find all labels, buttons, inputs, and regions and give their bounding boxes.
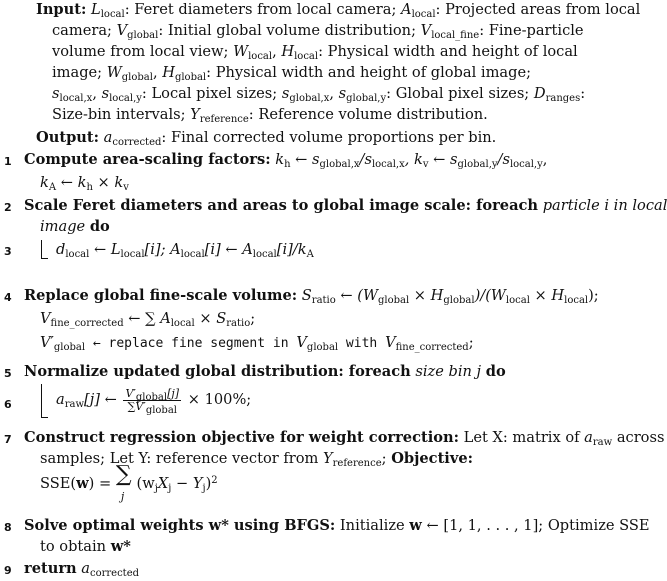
step-expr: ← ∑ A (123, 310, 171, 327)
input-var: s (281, 85, 290, 102)
output-label: Output: (36, 129, 100, 146)
input-var-sub: global (174, 72, 207, 83)
line-number: 1 (4, 155, 12, 168)
step-sub: A (306, 249, 314, 260)
input-text: : (580, 85, 586, 102)
step-text: particle i in local (542, 197, 667, 214)
step-1-line-2 (40, 173, 630, 193)
input-text: Size-bin intervals; (52, 106, 191, 123)
input-label: Input: (36, 1, 87, 18)
line-number: 7 (4, 433, 12, 446)
step-text: ) (205, 475, 212, 492)
step-sub: local,x (371, 159, 405, 170)
output-var: a (103, 129, 113, 146)
input-text: : Projected areas from local (435, 1, 641, 18)
input-var-sub: ranges (545, 93, 581, 104)
step-sub: j (168, 483, 172, 494)
step-text: SSE( (40, 475, 77, 492)
step-text: Let X: matrix of (459, 429, 585, 446)
loop-bracket (41, 384, 48, 418)
input-text: volume from local view; (52, 43, 234, 60)
step-sub: v (422, 159, 429, 170)
input-text: , (92, 85, 102, 102)
step-sub: global (145, 404, 177, 416)
step-sub: global (53, 342, 86, 353)
sum-index: j (120, 490, 125, 503)
input-var-sub: local,y (109, 93, 142, 104)
step-sub: A (48, 182, 57, 193)
step-expr: S (297, 287, 312, 304)
input-line-5 (52, 84, 642, 104)
input-text: : Feret diameters from local camera; (124, 1, 402, 18)
step-sub: fine_corrected (395, 342, 469, 353)
step-text: ); (588, 287, 599, 304)
step-text: to obtain (40, 538, 111, 555)
step-expr: Y (323, 450, 333, 467)
input-var-sub: global,y (346, 93, 387, 104)
step-6-line (56, 384, 646, 416)
input-var: D (533, 85, 546, 102)
step-code: with (338, 336, 386, 351)
input-var: s (52, 85, 60, 102)
input-var: A (401, 1, 412, 18)
step-expr: (w (136, 475, 155, 492)
line-number: 6 (4, 398, 12, 411)
step-2-line-2 (40, 217, 630, 237)
step-sub: ratio (226, 318, 251, 329)
step-sub: v (123, 182, 129, 193)
line-number: 4 (4, 291, 12, 304)
step-sub: global (443, 295, 475, 306)
input-text: : Local pixel sizes; (141, 85, 282, 102)
step-7-line-1 (24, 428, 665, 448)
step-sub: reference (332, 458, 382, 469)
step-sub: fine_corrected (50, 318, 124, 329)
input-var: H (162, 64, 175, 81)
step-expr: X (157, 475, 169, 492)
step-title: Solve optimal weights w* using BFGS: (24, 517, 336, 534)
step-expr: [j] (167, 386, 180, 400)
step-sub: local (505, 295, 530, 306)
line-number: 5 (4, 367, 12, 380)
step-8-line-2 (40, 537, 630, 557)
input-text: , (329, 85, 339, 102)
input-var-sub: local_fine (431, 30, 480, 41)
input-var-sub: local (411, 9, 436, 20)
step-expr: /s (359, 151, 372, 168)
line-number: 8 (4, 521, 12, 534)
step-expr: × S (194, 310, 227, 327)
step-expr: k (270, 151, 285, 168)
input-var-sub: global,x (289, 93, 330, 104)
step-expr: , k (404, 151, 423, 168)
step-9-line (24, 559, 614, 579)
step-expr: a (56, 391, 65, 408)
sum-sign: ∑ (115, 462, 132, 487)
input-var-sub: local (100, 9, 125, 20)
step-expr: w* (110, 538, 131, 555)
step-8-line-1 (24, 516, 650, 536)
step-expr: × k (92, 174, 124, 191)
output-text: : Final corrected volume proportions per bin. (161, 129, 497, 146)
step-title: Replace global fine-scale volume: (24, 287, 298, 304)
input-line-6 (52, 105, 642, 125)
step-sub: local (170, 318, 195, 329)
step-expr: V′ (40, 334, 54, 351)
input-var-sub: local,x (59, 93, 93, 104)
step-sub: h (284, 159, 291, 170)
input-var: s (101, 85, 110, 102)
loop-bracket (41, 240, 48, 259)
input-text: , (272, 43, 282, 60)
step-expr: w (76, 475, 89, 492)
input-var-sub: local (294, 51, 319, 62)
input-var: W (233, 43, 249, 60)
step-title: Construct regression objective for weight correction: (24, 429, 459, 446)
input-text: : Physical width and height of local (318, 43, 578, 60)
step-expr: [i]/k (276, 241, 307, 258)
step-sub: raw (592, 437, 613, 448)
step-expr: V (296, 334, 307, 351)
input-text: : Initial global volume distribution; (158, 22, 421, 39)
input-line-1 (36, 0, 641, 20)
sum-operator (115, 462, 132, 503)
step-text: size bin j (415, 363, 482, 380)
step-expr: a (584, 429, 593, 446)
step-4-line-1 (24, 286, 614, 306)
step-sup: 2 (211, 475, 218, 486)
step-expr: × H (409, 287, 444, 304)
step-title: Scale Feret diameters and areas to global image scale: foreach (24, 197, 539, 214)
input-line-4 (52, 63, 642, 83)
step-sub: local (120, 249, 145, 260)
step-sub: global,y (457, 159, 498, 170)
input-var-sub: global (121, 72, 153, 83)
step-expr: [i]; A (144, 241, 181, 258)
step-expr: )/(W (474, 287, 506, 304)
input-var: V (116, 22, 128, 39)
step-4-line-2 (40, 309, 630, 329)
input-var: Y (190, 106, 200, 123)
step-text: , (542, 151, 548, 168)
step-sub: ratio (311, 295, 336, 306)
step-text: × 100%; (187, 391, 252, 408)
step-expr: k (40, 174, 49, 191)
input-text: : Global pixel sizes; (386, 85, 534, 102)
step-expr: V′ (125, 386, 136, 400)
input-text: : Reference volume distribution. (248, 106, 488, 123)
line-number: 2 (4, 201, 12, 214)
step-4-line-3 (40, 333, 630, 354)
input-text: camera; (52, 22, 117, 39)
step-text: across (612, 429, 665, 446)
step-sub: local (65, 249, 90, 260)
input-var-sub: local (248, 51, 273, 62)
step-expr: V (385, 334, 396, 351)
keyword-return: return (24, 560, 77, 577)
step-text: ← [1, 1, . . . , 1]; Optimize SSE (421, 517, 650, 534)
step-expr: ← s (290, 151, 320, 168)
line-number: 9 (4, 564, 12, 577)
step-sub: local (252, 249, 277, 260)
step-expr: ← k (56, 174, 87, 191)
input-text: , (152, 64, 163, 81)
input-line-2 (52, 21, 642, 41)
step-sub: local,y (509, 159, 543, 170)
fraction (123, 386, 181, 416)
step-1-line-1 (24, 150, 614, 170)
input-text: : Fine-particle (479, 22, 584, 39)
line-number: 3 (4, 245, 12, 258)
input-var: s (338, 85, 347, 102)
step-text: ; (250, 310, 256, 327)
step-expr: ← (W (335, 287, 378, 304)
step-title: Compute area-scaling factors: (24, 151, 271, 168)
keyword-do: do (485, 363, 506, 380)
step-expr: [j] ← (84, 391, 117, 408)
step-expr: ∑V′ (127, 399, 146, 413)
step-sub: raw (64, 399, 85, 410)
step-expr: d (56, 241, 66, 258)
step-text: Initialize (335, 517, 410, 534)
input-var: V (420, 22, 432, 39)
step-sub: h (86, 182, 93, 193)
step-sub: global (306, 342, 339, 353)
step-sub: j (202, 483, 206, 494)
output-var-sub: corrected (112, 137, 162, 148)
step-sub: j (154, 483, 158, 494)
input-line-3 (52, 42, 642, 62)
step-title: Normalize updated global distribution: foreach (24, 363, 411, 380)
step-sub: corrected (89, 568, 140, 579)
keyword-do: do (89, 218, 110, 235)
step-expr: [i] ← A (204, 241, 253, 258)
fraction-denominator (123, 399, 181, 416)
input-var-sub: global (127, 30, 159, 41)
step-expr: V (40, 310, 51, 327)
step-code: ← replace fine segment in (85, 336, 297, 351)
step-expr: − Y (171, 475, 203, 492)
step-text: image (40, 218, 86, 235)
step-expr: /s (497, 151, 510, 168)
step-expr: w (409, 517, 422, 534)
step-text: ; (381, 450, 392, 467)
step-text: ) = (88, 475, 116, 492)
step-2-line-1 (24, 196, 667, 216)
step-expr: ← s (428, 151, 458, 168)
input-var: W (106, 64, 122, 81)
step-expr: ← L (89, 241, 121, 258)
step-sub: global (377, 295, 410, 306)
input-text: : Physical width and height of global image; (206, 64, 532, 81)
objective-label: Objective: (391, 450, 474, 467)
step-expr: a (76, 560, 90, 577)
step-sub: local (564, 295, 589, 306)
step-3-line (56, 240, 646, 260)
input-var: H (281, 43, 295, 60)
step-text: samples; Let Y: reference vector from (40, 450, 324, 467)
step-5-line-1 (24, 362, 614, 382)
step-sub: global (135, 391, 168, 403)
input-var: L (91, 1, 101, 18)
output-line (36, 128, 626, 148)
step-expr: × H (529, 287, 565, 304)
input-text: image; (52, 64, 107, 81)
step-sub: local (180, 249, 205, 260)
step-sub: global,x (319, 159, 360, 170)
input-var-sub: reference (199, 114, 249, 125)
step-text: ; (468, 334, 474, 351)
